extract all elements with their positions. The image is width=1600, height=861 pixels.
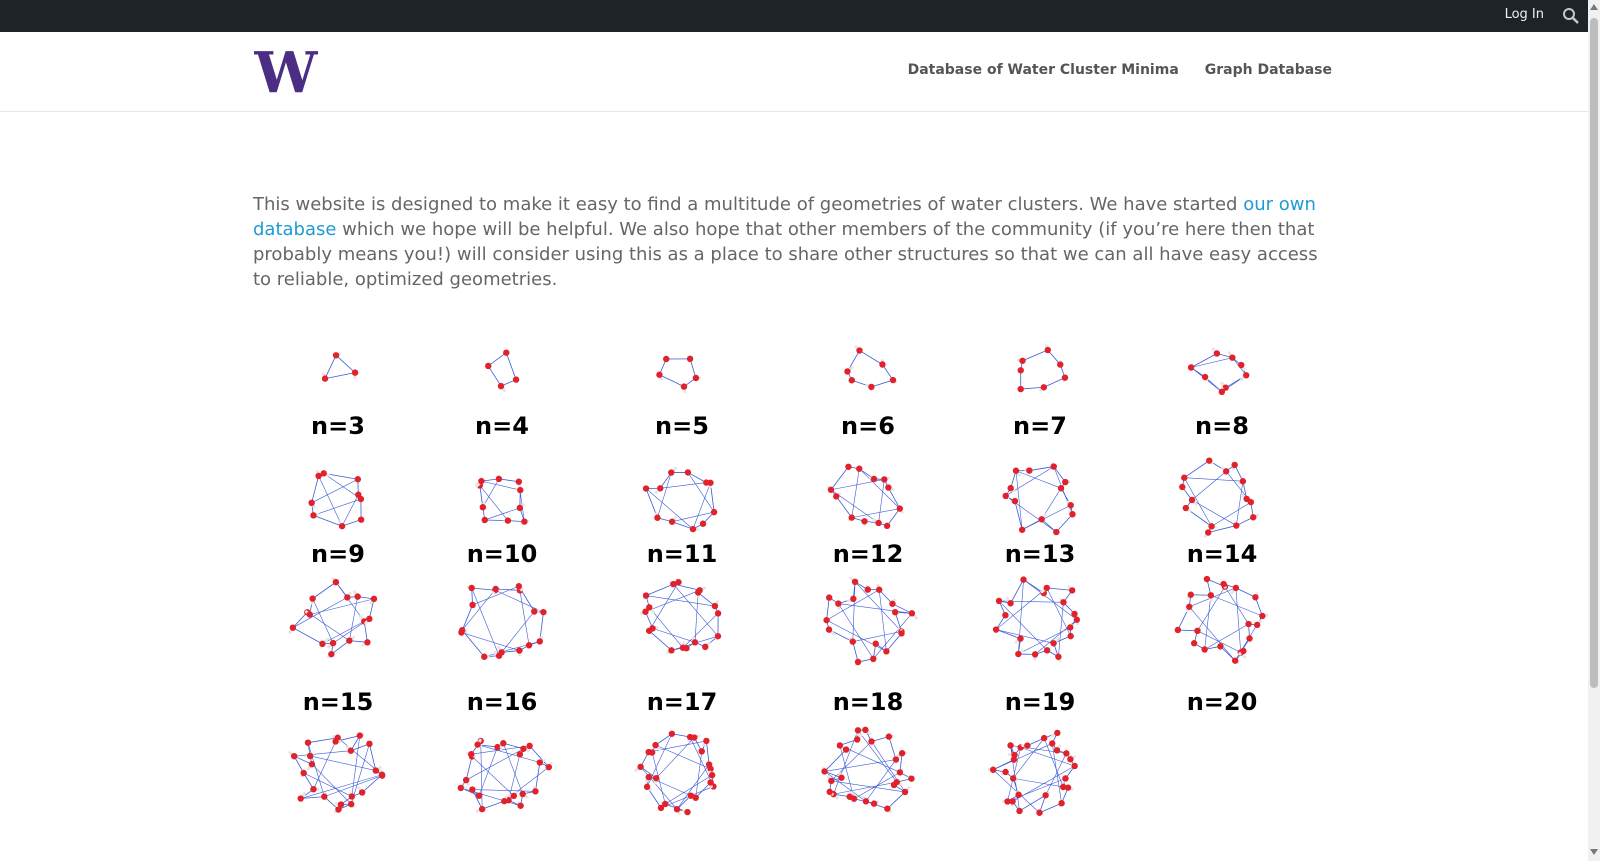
cluster-label-7: n=7 <box>1013 412 1067 440</box>
water-cluster-9-icon <box>268 448 408 548</box>
cluster-figure-7 <box>970 322 1110 447</box>
water-cluster-20-icon <box>1152 570 1292 670</box>
water-cluster-3-icon <box>268 322 408 422</box>
water-cluster-24-icon <box>798 722 938 822</box>
water-cluster-7-icon <box>970 322 1110 422</box>
scrollbar-thumb[interactable] <box>1590 18 1598 688</box>
cluster-label-16: n=16 <box>466 688 538 716</box>
cluster-figure-9 <box>268 448 408 573</box>
cluster-figure-15 <box>268 570 408 716</box>
water-cluster-17-icon <box>612 570 752 670</box>
cluster-figure-11 <box>612 448 752 573</box>
water-cluster-22-icon <box>432 722 572 822</box>
login-link[interactable]: Log In <box>1504 7 1544 22</box>
water-cluster-21-icon <box>268 722 408 822</box>
database-link[interactable]: our own database <box>253 194 1316 240</box>
cluster-figure-16 <box>432 570 572 716</box>
cluster-label-6: n=6 <box>841 412 895 440</box>
water-cluster-18-icon <box>798 570 938 670</box>
cluster-label-13: n=13 <box>1004 540 1076 568</box>
cluster-figure-13 <box>970 448 1110 573</box>
intro-text-2: which we hope will be helpful. We also hope that other members of the community (if you’re here then that probably means you!) will consider using this as a place to share other structures so that we can all have easy access to reliable, optimized geometries. <box>253 219 1318 290</box>
cluster-label-11: n=11 <box>646 540 718 568</box>
nav-graph-database[interactable]: Graph Database <box>1204 62 1332 78</box>
cluster-figure-21 <box>268 722 408 847</box>
water-cluster-19-icon <box>970 570 1110 670</box>
cluster-figure-12 <box>798 448 938 573</box>
intro-text-1: This website is designed to make it easy to find a multitude of geometries of water clusters. We have started <box>253 194 1244 215</box>
cluster-label-20: n=20 <box>1186 688 1258 716</box>
cluster-label-9: n=9 <box>311 540 365 568</box>
uw-logo[interactable] <box>252 48 320 96</box>
water-cluster-12-icon <box>798 448 938 548</box>
cluster-label-19: n=19 <box>1004 688 1076 716</box>
cluster-figure-14 <box>1152 448 1292 573</box>
water-cluster-13-icon <box>970 448 1110 548</box>
cluster-label-3: n=3 <box>311 412 365 440</box>
cluster-label-17: n=17 <box>646 688 718 716</box>
water-cluster-16-icon <box>432 570 572 670</box>
cluster-figure-3 <box>268 322 408 447</box>
water-cluster-8-icon <box>1152 322 1292 422</box>
cluster-figure-8 <box>1152 322 1292 447</box>
cluster-label-12: n=12 <box>832 540 904 568</box>
cluster-label-4: n=4 <box>475 412 529 440</box>
scroll-down-icon[interactable] <box>1590 849 1598 855</box>
cluster-label-15: n=15 <box>302 688 374 716</box>
water-cluster-25-icon <box>970 722 1110 822</box>
scrollbar[interactable] <box>1588 0 1600 861</box>
cluster-figure-10 <box>432 448 572 573</box>
svg-text:W: W <box>254 48 318 96</box>
water-cluster-23-icon <box>612 722 752 822</box>
water-cluster-15-icon <box>268 570 408 670</box>
intro-paragraph <box>253 192 1333 292</box>
admin-bar <box>0 0 1600 32</box>
cluster-figure-25 <box>970 722 1110 847</box>
cluster-figure-17 <box>612 570 752 716</box>
water-cluster-10-icon <box>432 448 572 548</box>
cluster-figure-23 <box>612 722 752 847</box>
cluster-label-10: n=10 <box>466 540 538 568</box>
cluster-label-14: n=14 <box>1186 540 1258 568</box>
cluster-label-8: n=8 <box>1195 412 1249 440</box>
cluster-figure-20 <box>1152 570 1292 716</box>
cluster-figure-5 <box>612 322 752 447</box>
site-header <box>0 32 1588 112</box>
cluster-label-5: n=5 <box>655 412 709 440</box>
water-cluster-5-icon <box>612 322 752 422</box>
cluster-figure-4 <box>432 322 572 447</box>
scroll-up-icon[interactable] <box>1590 4 1598 10</box>
main-nav <box>908 62 1332 78</box>
cluster-figure-24 <box>798 722 938 847</box>
cluster-figure-6 <box>798 322 938 447</box>
water-cluster-6-icon <box>798 322 938 422</box>
cluster-label-18: n=18 <box>832 688 904 716</box>
cluster-figure-19 <box>970 570 1110 716</box>
water-cluster-11-icon <box>612 448 752 548</box>
search-icon[interactable] <box>1562 7 1580 25</box>
nav-water-cluster-minima[interactable]: Database of Water Cluster Minima <box>907 62 1179 78</box>
cluster-figure-22 <box>432 722 572 847</box>
water-cluster-4-icon <box>432 322 572 422</box>
cluster-figure-18 <box>798 570 938 716</box>
water-cluster-14-icon <box>1152 448 1292 548</box>
